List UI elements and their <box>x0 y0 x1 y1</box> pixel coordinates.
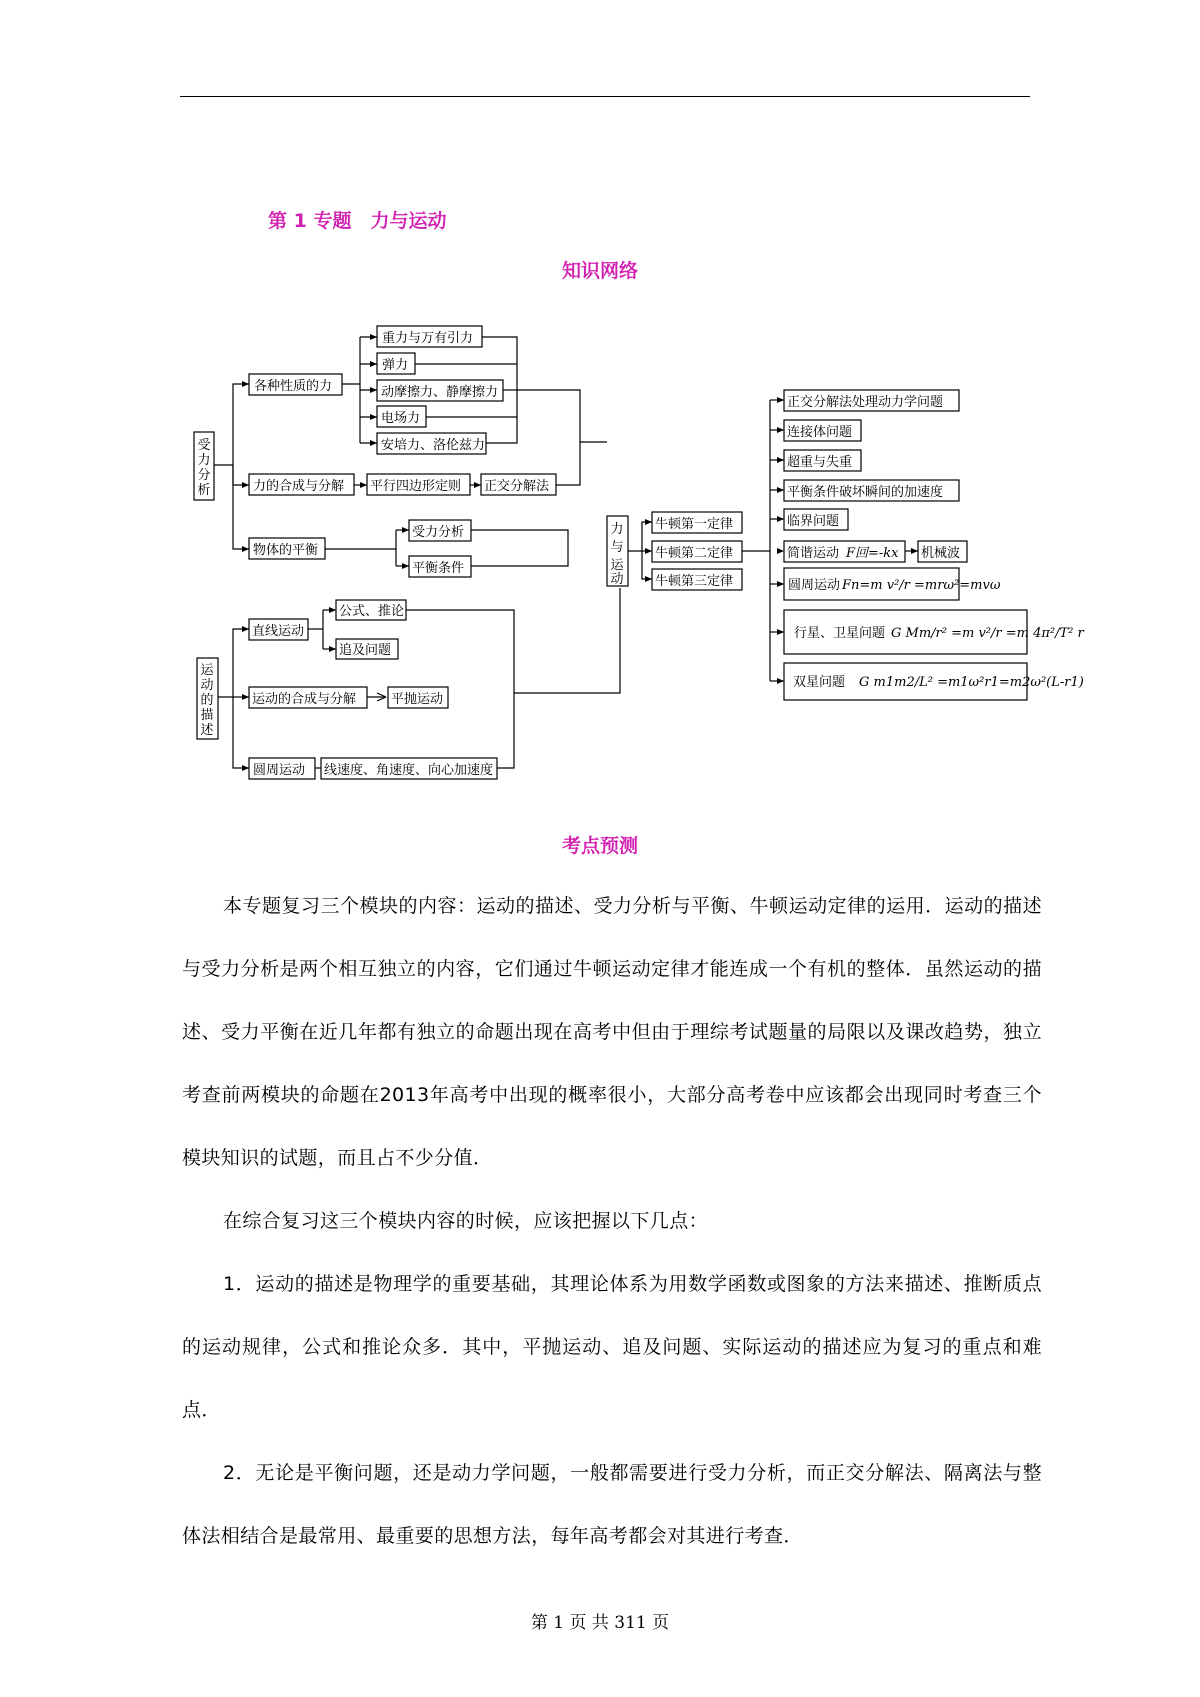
node-app-critical <box>784 509 848 530</box>
node-ampere-lorentz <box>377 433 486 454</box>
node-motion-compose-label: 运动的合成与分解 <box>252 692 357 707</box>
node-force-motion-char: 运 <box>610 558 624 573</box>
node-compose-resolve <box>249 474 354 495</box>
node-mech-wave-label: 机械波 <box>921 546 961 561</box>
node-chase-label: 追及问题 <box>339 643 392 658</box>
node-app-connected-label: 连接体问题 <box>787 425 853 440</box>
section-knowledge-network: 知识网络 <box>561 260 638 282</box>
node-force-analysis-sub <box>409 520 471 541</box>
node-force-motion-char: 动 <box>610 572 624 587</box>
node-app-binary <box>784 663 1084 700</box>
node-app-instant <box>784 480 959 501</box>
node-app-planet <box>784 610 1085 654</box>
node-app-orthogonal <box>784 390 959 411</box>
node-motion-description-char: 动 <box>200 678 214 693</box>
node-chase <box>336 639 398 659</box>
node-app-circular-label: 圆周运动 <box>788 578 841 593</box>
node-force-analysis-char: 析 <box>197 483 211 498</box>
node-newton-third-label: 牛顿第三定律 <box>655 574 734 589</box>
node-gravity-label: 重力与万有引力 <box>382 331 474 346</box>
node-linear-motion-label: 直线运动 <box>252 624 305 639</box>
node-friction <box>377 380 503 401</box>
node-app-circular-formula: Fn=m v²/r =mrω²=mvω <box>842 578 1001 593</box>
node-force-types <box>249 374 342 395</box>
node-linear-motion <box>249 619 308 640</box>
node-app-circular <box>784 568 1001 600</box>
node-app-instant-label: 平衡条件破坏瞬间的加速度 <box>787 485 944 500</box>
node-newton-first <box>652 512 742 533</box>
node-electric-label: 电场力 <box>381 411 421 426</box>
node-app-overweight-label: 超重与失重 <box>787 455 853 470</box>
node-force-analysis <box>194 432 214 500</box>
paragraph-points-intro: 在综合复习这三个模块内容的时候，应该把握以下几点： <box>223 1210 709 1232</box>
node-balance-condition-label: 平衡条件 <box>412 561 465 576</box>
node-newton-first-label: 牛顿第一定律 <box>655 517 734 532</box>
node-newton-second <box>652 541 742 562</box>
node-motion-description-char: 描 <box>200 708 214 723</box>
node-force-motion-char: 与 <box>610 540 624 555</box>
node-force-types-label: 各种性质的力 <box>254 379 333 394</box>
node-mech-wave <box>918 541 967 562</box>
node-app-critical-label: 临界问题 <box>787 514 840 529</box>
node-equilibrium-label: 物体的平衡 <box>253 543 319 558</box>
node-circular-label: 圆周运动 <box>253 763 306 778</box>
section-forecast: 考点预测 <box>561 835 638 857</box>
node-balance-condition <box>409 556 471 577</box>
node-circular-quantities <box>321 758 497 779</box>
node-motion-compose <box>249 687 367 708</box>
node-motion-description-char: 的 <box>200 693 214 708</box>
node-app-shm-label: 简谐运动 <box>787 546 840 561</box>
node-gravity <box>377 326 482 347</box>
node-app-shm-formula: F回=-kx <box>846 546 899 561</box>
node-app-binary-formula: G m1m2/L² =m1ω²r1=m2ω²(L-r1) <box>859 675 1084 690</box>
node-projectile <box>388 687 448 708</box>
node-parallelogram <box>367 474 470 495</box>
node-motion-description-char: 运 <box>200 663 214 678</box>
node-force-motion-char: 力 <box>610 522 624 537</box>
node-force-analysis-char: 力 <box>197 453 211 468</box>
node-equilibrium <box>249 538 325 559</box>
node-ampere-lorentz-label: 安培力、洛伦兹力 <box>381 438 486 453</box>
node-circular <box>249 758 315 779</box>
node-parallelogram-label: 平行四边形定则 <box>370 479 462 494</box>
node-orthogonal <box>481 474 556 495</box>
paragraph-intro: 本专题复习三个模块的内容：运动的描述、受力分析与平衡、牛顿运动定律的运用．运动的描述与受力分析是两个相互独立的内容，它们通过牛顿运动定律才能连成一个有机的整体．虽然运动的描述、受力平衡在近几年都有独立的命题出现在高考中但由于理综考试题量的局限以及课改趋势，独立考查前两模块的命题在2013年高考中出现的概率很小，大部分高考卷中应该都会出现同时考查三个模块知识的试题，而且占不少分值． <box>182 895 1042 1169</box>
page-footer: 第 1 页 共 311 页 <box>530 1613 670 1633</box>
node-app-overweight <box>784 450 861 471</box>
node-app-shm <box>784 541 905 562</box>
paragraph-point-1: 1．运动的描述是物理学的重要基础，其理论体系为用数学函数或图象的方法来描述、推断质点的运动规律，公式和推论众多．其中，平抛运动、追及问题、实际运动的描述应为复习的重点和难点． <box>182 1273 1042 1421</box>
node-newton-second-label: 牛顿第二定律 <box>655 546 734 561</box>
node-app-planet-label: 行星、卫星问题 <box>794 626 886 641</box>
node-elastic-label: 弹力 <box>382 358 409 373</box>
node-motion-description <box>197 658 218 739</box>
node-app-orthogonal-label: 正交分解法处理动力学问题 <box>787 395 944 410</box>
node-app-binary-label: 双星问题 <box>793 675 846 690</box>
node-force-analysis-sub-label: 受力分析 <box>412 525 465 540</box>
node-app-connected <box>784 420 861 441</box>
node-newton-third <box>652 569 742 590</box>
node-formulas-label: 公式、推论 <box>339 604 405 619</box>
node-formulas <box>336 600 406 620</box>
node-projectile-label: 平抛运动 <box>391 692 444 707</box>
node-force-analysis-char: 受 <box>197 438 211 453</box>
paragraph-point-2: 2．无论是平衡问题，还是动力学问题，一般都需要进行受力分析，而正交分解法、隔离法与整体法相结合是最常用、最重要的思想方法，每年高考都会对其进行考查． <box>182 1462 1042 1547</box>
chapter-title: 第 1 专题 力与运动 <box>268 210 447 232</box>
node-circular-quantities-label: 线速度、角速度、向心加速度 <box>324 763 494 778</box>
node-electric <box>377 406 426 427</box>
node-orthogonal-label: 正交分解法 <box>484 479 550 494</box>
node-friction-label: 动摩擦力、静摩擦力 <box>381 385 499 400</box>
node-app-planet-formula: G Mm/r² =m v²/r =m 4π²/T² r <box>891 626 1084 641</box>
node-elastic <box>377 353 415 374</box>
node-force-motion <box>607 516 628 587</box>
node-force-analysis-char: 分 <box>197 468 211 483</box>
node-motion-description-char: 述 <box>200 723 214 738</box>
node-compose-resolve-label: 力的合成与分解 <box>253 479 345 494</box>
